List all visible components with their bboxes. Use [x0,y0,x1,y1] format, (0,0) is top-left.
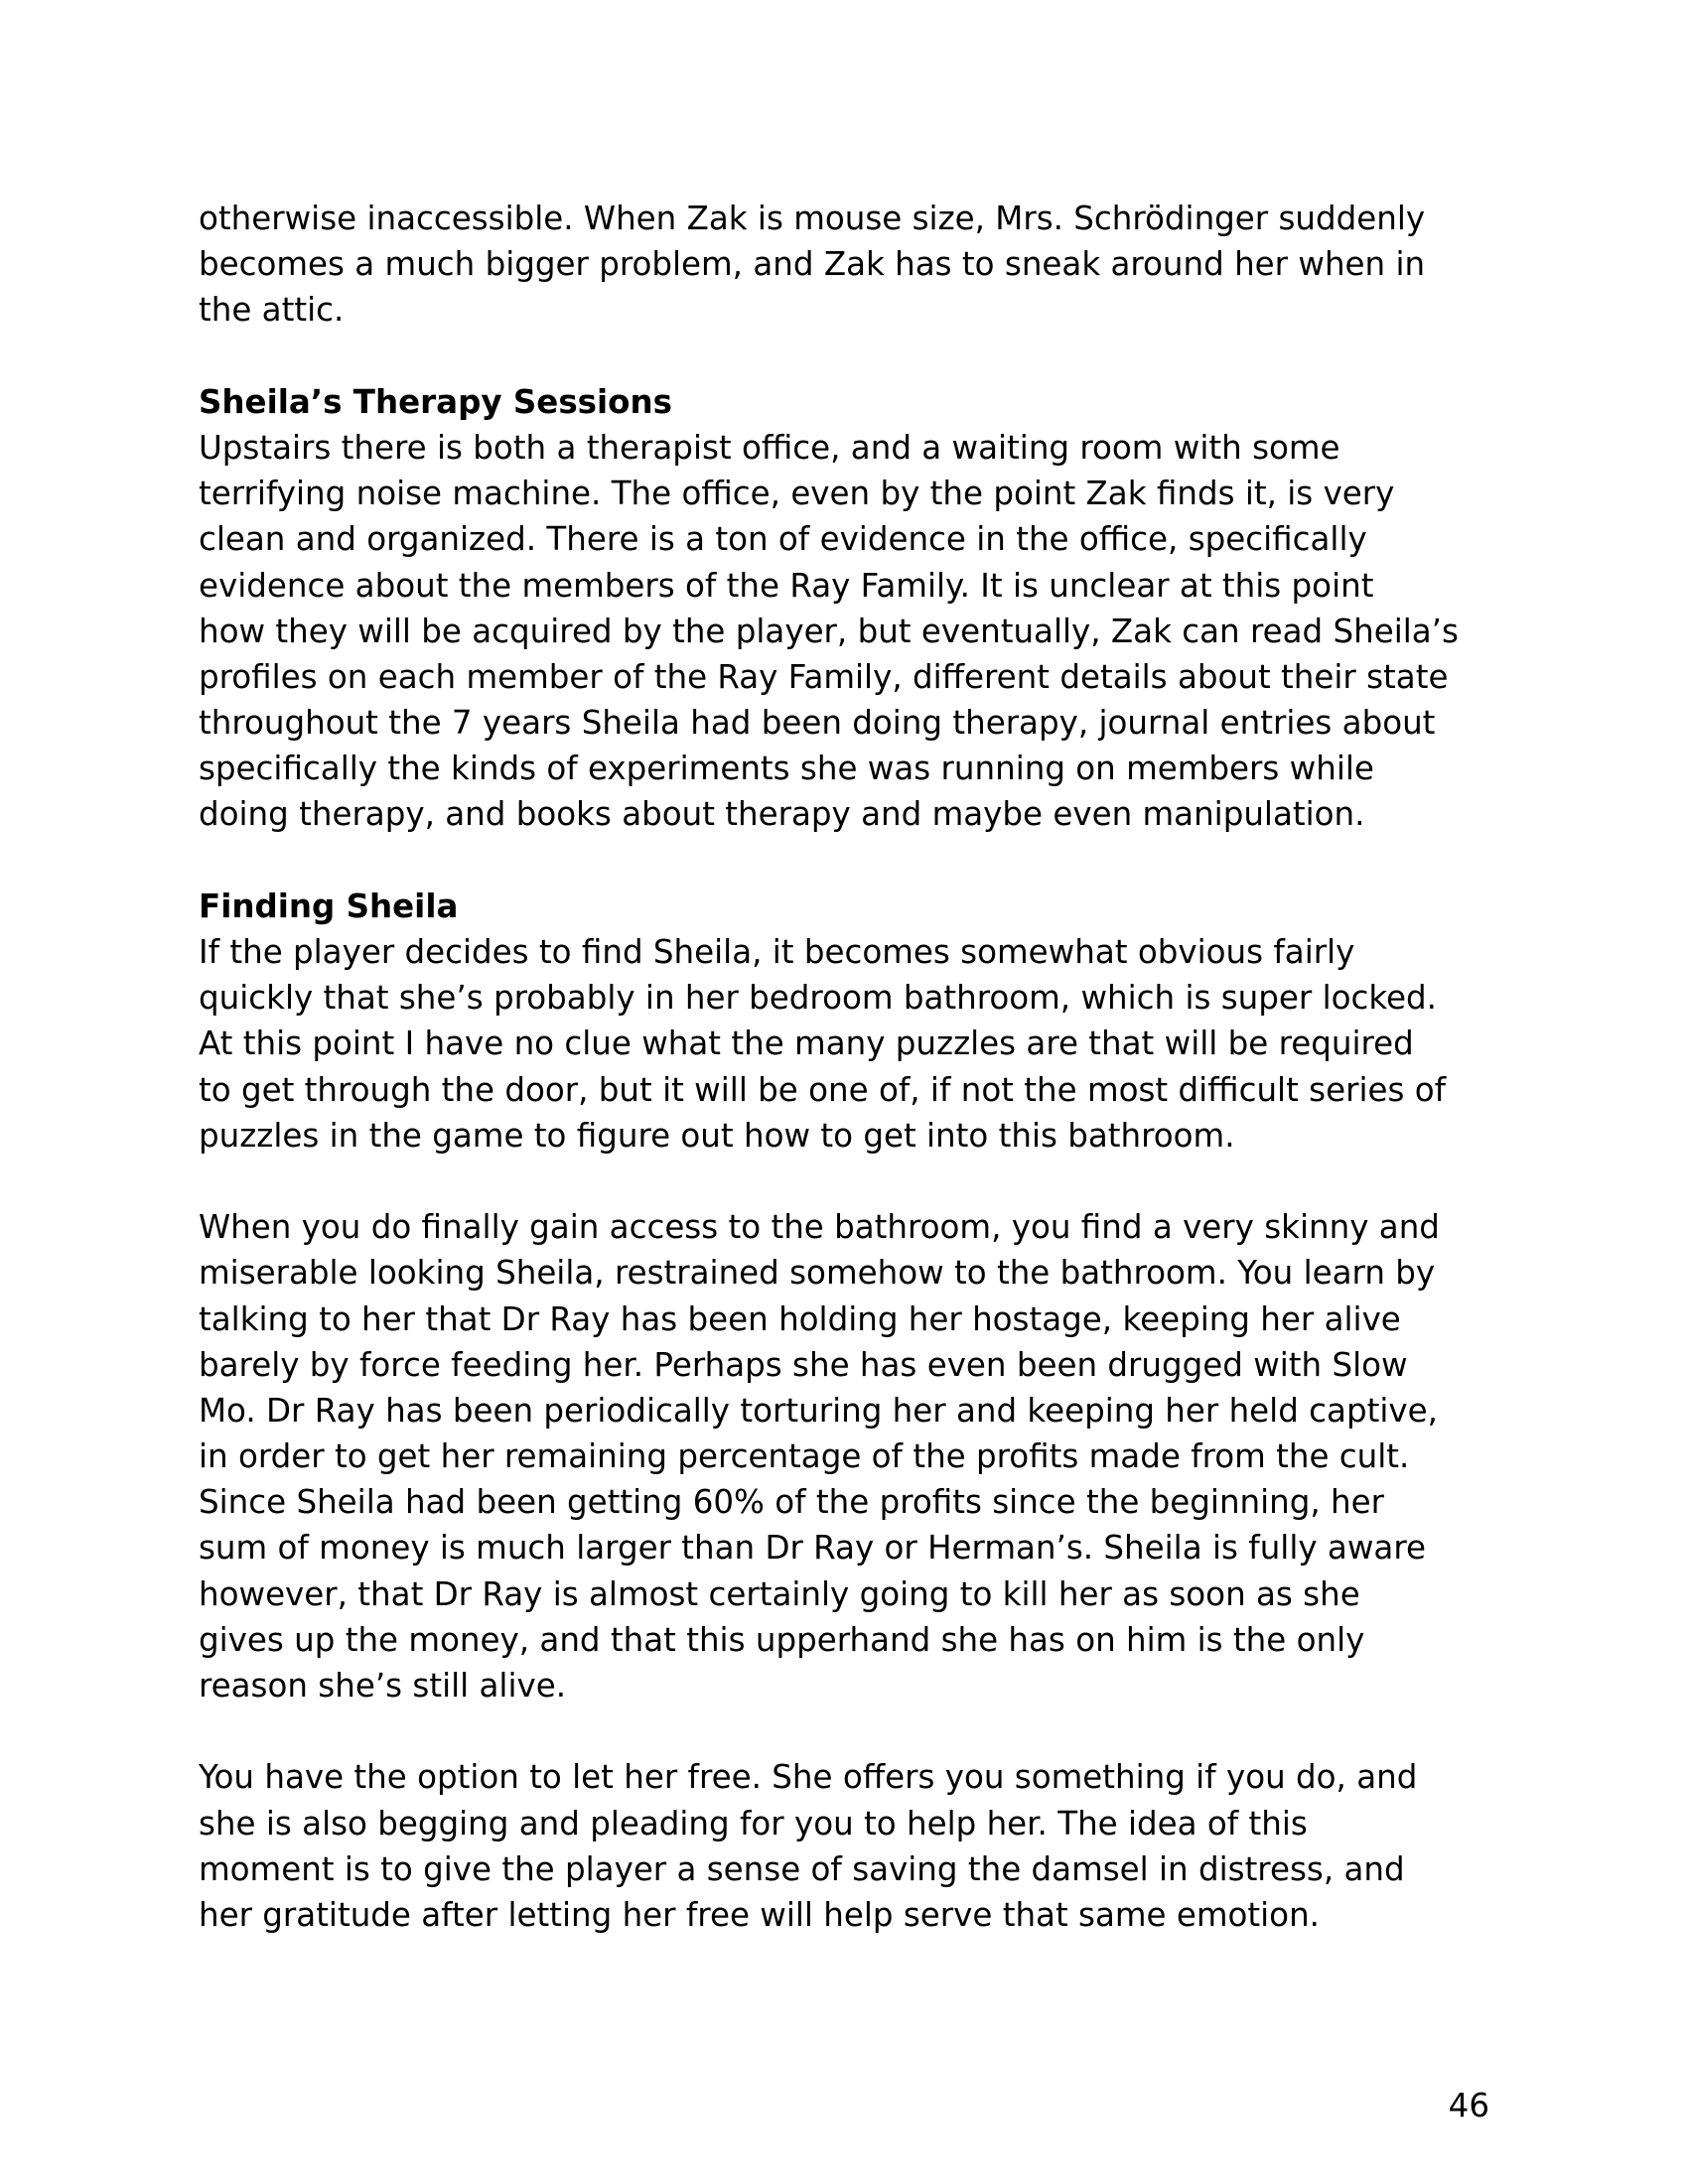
text-line: doing therapy, and books about therapy and maybe even manipulation. [199,795,1365,834]
text-line: throughout the 7 years Sheila had been doing therapy, journal entries about [199,704,1436,743]
page-number: 46 [1448,2087,1489,2124]
text-line: Upstairs there is both a therapist office, and a waiting room with some [199,428,1340,467]
paragraph-spacer [199,838,1489,884]
section-heading: Finding Sheila [199,887,459,925]
text-line: gives up the money, and that this upperhand she has on him is the only [199,1620,1365,1659]
text-line: becomes a much bigger problem, and Zak has to sneak around her when in [199,245,1426,284]
text-line: miserable looking Sheila, restrained somehow to the bathroom. You learn by [199,1254,1436,1293]
body-paragraph [199,425,1489,838]
section-finding-sheila [199,884,1489,1938]
text-line: Mo. Dr Ray has been periodically torturing her and keeping her held captive, [199,1391,1438,1430]
intro-paragraph [199,196,1489,334]
text-line: terrifying noise machine. The office, even by the point Zak finds it, is very [199,475,1395,513]
text-line: reason she’s still alive. [199,1667,567,1705]
text-line: moment is to give the player a sense of saving the damsel in distress, and [199,1849,1405,1888]
text-line: specifically the kinds of experiments she was running on members while [199,750,1374,788]
text-line: she is also begging and pleading for you to help her. The idea of this [199,1804,1308,1843]
text-line: how they will be acquired by the player, but eventually, Zak can read Sheila’s [199,612,1459,650]
text-line: in order to get her remaining percentage of the profits made from the cult. [199,1437,1410,1476]
section-heading: Sheila’s Therapy Sessions [199,382,672,421]
text-line: quickly that she’s probably in her bedroom bathroom, which is super locked. [199,979,1437,1018]
body-paragraph [199,929,1489,1159]
text-line: Since Sheila had been getting 60% of the profits since the beginning, her [199,1483,1385,1522]
text-line: clean and organized. There is a ton of evidence in the office, specifically [199,520,1367,559]
text-line: When you do finally gain access to the bathroom, you find a very skinny and [199,1208,1440,1247]
paragraph-spacer [199,1159,1489,1204]
text-line: barely by force feeding her. Perhaps she has even been drugged with Slow [199,1345,1408,1384]
text-line: otherwise inaccessible. When Zak is mouse size, Mrs. Schrödinger suddenly [199,200,1426,237]
text-line: her gratitude after letting her free will help serve that same emotion. [199,1895,1320,1934]
paragraph-spacer [199,1708,1489,1754]
page-body [199,196,1489,1938]
text-line: talking to her that Dr Ray has been holding her hostage, keeping her alive [199,1299,1401,1338]
text-line: At this point I have no clue what the many puzzles are that will be required [199,1024,1414,1063]
text-line: puzzles in the game to figure out how to get into this bathroom. [199,1116,1235,1155]
text-line: however, that Dr Ray is almost certainly going to kill her as soon as she [199,1574,1360,1613]
paragraph-spacer [199,334,1489,379]
section-therapy-sessions [199,379,1489,838]
text-line: the attic. [199,291,345,330]
text-line: evidence about the members of the Ray Family. It is unclear at this point [199,566,1374,605]
text-line: sum of money is much larger than Dr Ray or Herman’s. Sheila is fully aware [199,1529,1426,1568]
text-line: You have the option to let her free. She offers you something if you do, and [199,1758,1418,1797]
text-line: If the player decides to find Sheila, it becomes somewhat obvious fairly [199,933,1355,971]
text-line: profiles on each member of the Ray Family, different details about their state [199,657,1449,696]
body-paragraph [199,1204,1489,1708]
text-line: to get through the door, but it will be one of, if not the most difficult series of [199,1070,1447,1109]
body-paragraph [199,1754,1489,1938]
